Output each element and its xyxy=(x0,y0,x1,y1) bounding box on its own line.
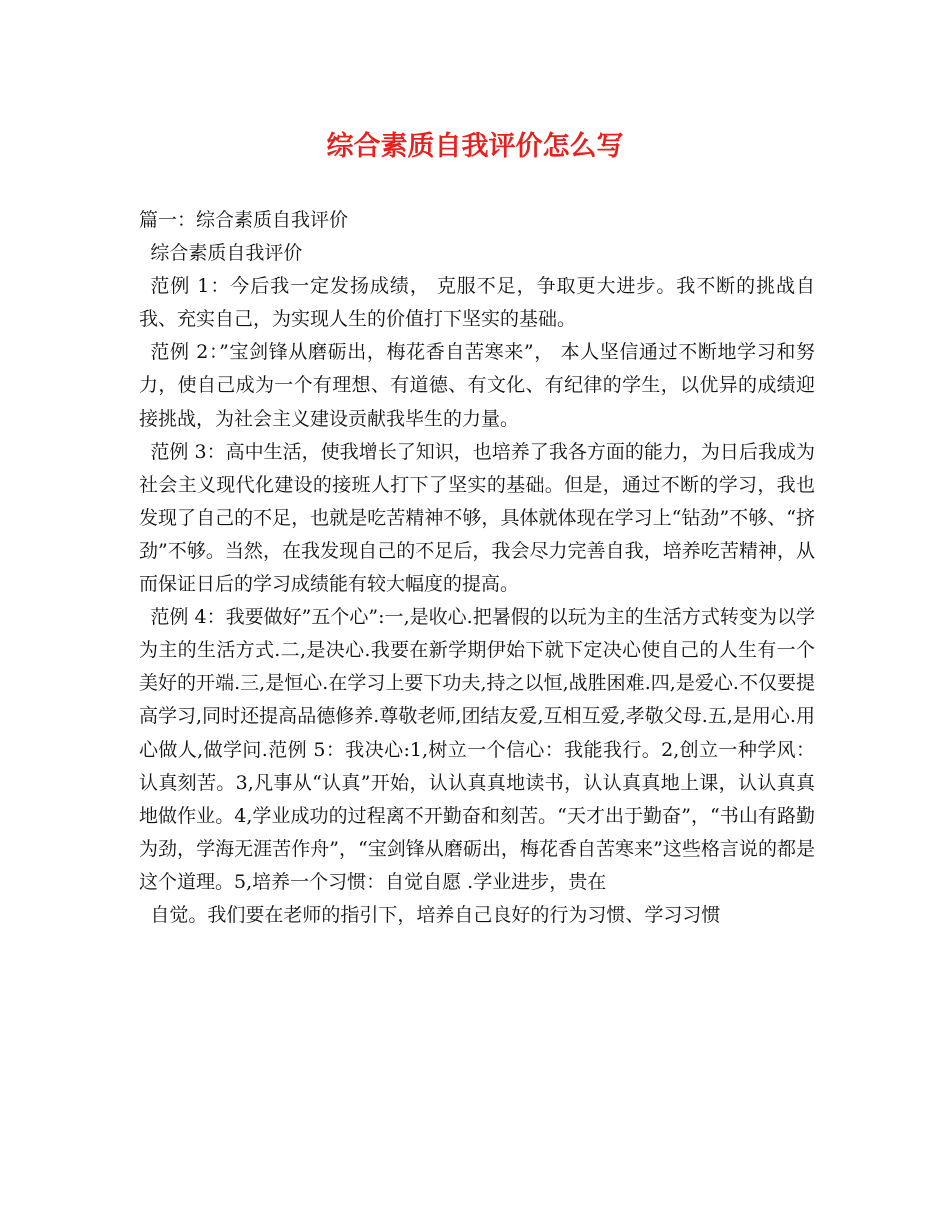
section-subheading: 综合素质自我评价 xyxy=(150,242,303,265)
document-title: 综合素质自我评价怎么写 xyxy=(326,131,624,162)
paragraph-example-1: 范例 1：今后我一定发扬成绩， 克服不足，争取更大进步。我不断的挑战自我、充实自己，为实现人生的价值打下坚实的基础。 xyxy=(139,275,815,331)
section-heading: 篇一：综合素质自我评价 xyxy=(139,209,349,231)
paragraph-continuation: 自觉。我们要在老师的指引下，培养自己良好的行为习惯、学习习惯 xyxy=(150,903,721,926)
paragraph-example-3: 范例 3：高中生活，使我增长了知识，也培养了我各方面的能力，为日后我成为社会主义现代化建设的接班人打下了坚实的基础。但是，通过不断的学习，我也发现了自己的不足，也就是吃苦精神不够，具体就体现在学习上“钻劲”不够、“挤劲”不够。当然，在我发现自己的不足后，我会尽力完善自我，培养吃苦精神，从而保证日后的学习成绩能有较大幅度的提高。 xyxy=(139,440,815,596)
document-body xyxy=(139,204,815,932)
paragraph-example-2: 范例 2：”宝剑锋从磨砺出，梅花香自苦寒来”， 本人坚信通过不断地学习和努力，使自己成为一个有理想、有道德、有文化、有纪律的学生，以优异的成绩迎接挑战，为社会主义建设贡献我毕生的力量。 xyxy=(139,341,815,430)
paragraph-example-4-5: 范例 4：我要做好”五个心”:一,是收心.把暑假的以玩为主的生活方式转变为以学为主的生活方式.二,是决心.我要在新学期伊始下就下定决心使自己的人生有一个美好的开端.三,是恒心.在学习上要下功夫,持之以恒,战胜困难.四,是爱心.不仅要提高学习,同时还提高品德修养.尊敬老师,团结友爱,互相互爱,孝敬父母.五,是用心.用心做人,做学问.范例 5：我决心:1,树立一个信心：我能我行。2,创立一种学风：认真刻苦。3,凡事从“认真”开始，认认真真地读书，认认真真地上课，认认真真地做作业。4,学业成功的过程离不开勤奋和刻苦。“天才出于勤奋”，“书山有路勤为劲，学海无涯苦作舟”，“宝剑锋从磨砺出，梅花香自苦寒来”这些格言说的都是这个道理。5,培养一个习惯：自觉自愿 .学业进步，贵在 xyxy=(139,606,815,893)
